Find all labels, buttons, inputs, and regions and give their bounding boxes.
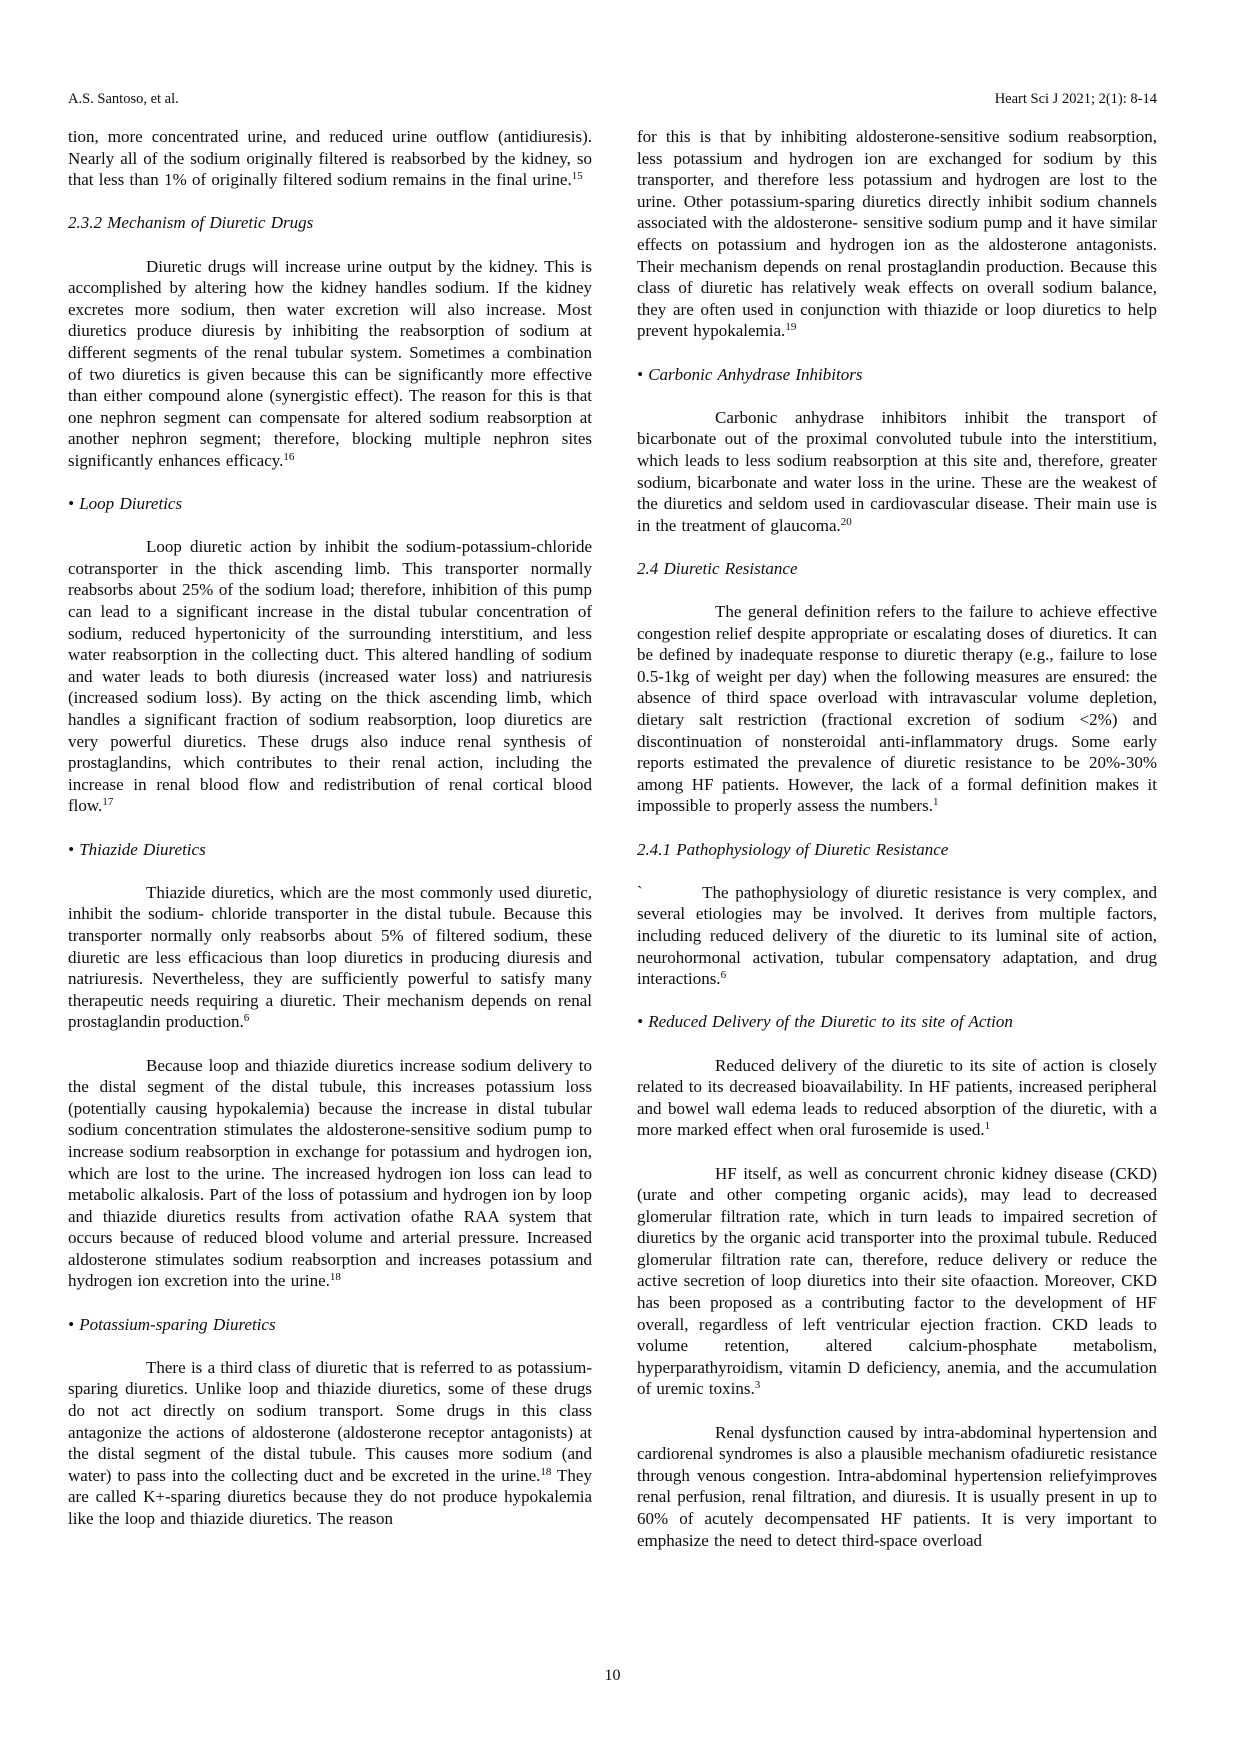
reference-superscript: 6 bbox=[720, 969, 727, 982]
reference-superscript: 16 bbox=[283, 450, 295, 463]
paragraph: for this is that by inhibiting aldosterone-sensitive sodium reabsorption, less potassium and hydrogen ion are exchanged for sodium by this transporter, and therefore less potassium and hydrogen are lost to the urine. Other potassium-sparing diuretics directly inhibit sodium channels associated with the aldosterone- sensitive sodium pump and it have similar effects on potassium and hydrogen ion as the aldosterone antagonists. Their mechanism depends on renal prostaglandin production. Because this class of diuretic has relatively weak effects on overall sodium balance, they are often used in conjunction with thiazide or loop diuretics to help prevent hypokalemia.$^{19}$ bbox=[637, 127, 1157, 341]
bullet-heading: • Thiazide Diuretics bbox=[68, 839, 206, 859]
section-heading: 2.3.2 Mechanism of Diuretic Drugs bbox=[68, 213, 314, 233]
section-heading: 2.4 Diuretic Resistance bbox=[637, 558, 798, 578]
reference-superscript: 15 bbox=[571, 170, 583, 183]
header-journal-citation: Heart Sci J 2021; 2(1): 8-14 bbox=[994, 91, 1157, 107]
paragraph: tion, more concentrated urine, and reduced urine outflow (antidiuresis). Nearly all of the sodium originally filtered is reabsorbed by the kidney, so that less than 1% of originally filtered sodium remains in the final urine.$^{15}$ bbox=[68, 127, 592, 190]
bullet-heading: • Reduced Delivery of the Diuretic to its site of Action bbox=[637, 1012, 1013, 1032]
left-column bbox=[68, 126, 592, 1551]
reference-superscript: 19 bbox=[785, 321, 797, 334]
reference-superscript: 18 bbox=[329, 1271, 341, 1284]
paragraph: Diuretic drugs will increase urine output by the kidney. This is accomplished by altering how the kidney handles sodium. If the kidney excretes more sodium, then water excretion will also increase. Most diuretics produce diuresis by inhibiting the reabsorption of sodium at different segments of the renal tubular system. Sometimes a combination of two diuretics is given because this can be significantly more effective than either compound alone (synergistic effect). The reason for this is that one nephron segment can compensate for altered sodium reabsorption at another nephron segment; therefore, blocking multiple nephron sites significantly enhances efficacy.$^{16}$ bbox=[68, 256, 592, 470]
paragraph: Because loop and thiazide diuretics increase sodium delivery to the distal segment of the distal tubule, this increases potassium loss (potentially causing hypokalemia) because the increase in distal tubular sodium concentration stimulates the aldosterone-sensitive sodium pump to increase sodium reabsorption in exchange for potassium and hydrogen ion, which are lost to the urine. The increased hydrogen ion loss can lead to metabolic alkalosis. Part of the loss of potassium and hydrogen ion by loop and thiazide diuretics results from activation ofathe RAA system that occurs because of reduced blood volume and arterial pressure. Increased aldosterone stimulates sodium reabsorption and increases potassium and hydrogen ion excretion into the urine.$^{18}$ bbox=[68, 1055, 592, 1291]
paragraph: Carbonic anhydrase inhibitors inhibit the transport of bicarbonate out of the proximal convoluted tubule into the interstitium, which leads to less sodium reabsorption at this site and, therefore, greater sodium, bicarbonate and water loss in the urine. These are the weakest of the diuretics and seldom used in cardiovascular disease. Their main use is in the treatment of glaucoma.$^{20}$ bbox=[637, 407, 1157, 535]
bullet-heading: • Carbonic Anhydrase Inhibitors bbox=[637, 364, 863, 384]
reference-superscript: 18 bbox=[540, 1465, 552, 1478]
reference-superscript: 1 bbox=[932, 796, 939, 809]
paragraph: Reduced delivery of the diuretic to its site of action is closely related to its decreased bioavailability. In HF patients, increased peripheral and bowel wall edema leads to reduced absorption of the diuretic, with a more marked effect when oral furosemide is used.$^1$ bbox=[637, 1055, 1157, 1140]
reference-superscript: 17 bbox=[102, 796, 114, 809]
header-author-citation: A.S. Santoso, et al. bbox=[68, 91, 179, 107]
paragraph: Loop diuretic action by inhibit the sodium-potassium-chloride cotransporter in the thick ascending limb. This transporter normally reabsorbs about 25% of the sodium load; therefore, inhibition of this pump can lead to a significant increase in the distal tubular concentration of sodium, reduced hypertonicity of the surrounding interstitium, and less water reabsorption in the collecting duct. This altered handling of sodium and water leads to both diuresis (increased water loss) and natriuresis (increased sodium loss). By acting on the thick ascending limb, which handles a significant fraction of sodium reabsorption, loop diuretics are very powerful diuretics. These drugs also induce renal synthesis of prostaglandins, which contributes to their renal action, including the increase in renal blood flow and redistribution of renal cortical blood flow.$^{17}$ bbox=[68, 537, 592, 816]
paragraph: Renal dysfunction caused by intra-abdominal hypertension and cardiorenal syndromes is also a plausible mechanism ofadiuretic resistance through venous congestion. Intra-abdominal hypertension reliefyimproves renal perfusion, renal filtration, and diuresis. It is usually present in up to 60% of acutely decompensated HF patients. It is very important to emphasize the need to detect third-space overload bbox=[637, 1422, 1157, 1550]
paragraph: ` The pathophysiology of diuretic resistance is very complex, and several etiologies may be involved. It derives from multiple factors, including reduced delivery of the diuretic to its luminal site of action, neurohormonal activation, tubular compensatory adaptation, and drug interactions.$^6$ bbox=[637, 882, 1157, 989]
paragraph: Thiazide diuretics, which are the most commonly used diuretic, inhibit the sodium- chloride transporter in the distal tubule. Because this transporter normally only reabsorbs about 5% of filtered sodium, these diuretic are less efficacious than loop diuretics in producing diuresis and natriuresis. Nevertheless, they are sufficiently powerful to satisfy many therapeutic needs requiring a diuretic. Their mechanism depends on renal prostaglandin production.$^6$ bbox=[68, 882, 592, 1032]
reference-superscript: 20 bbox=[840, 515, 852, 528]
bullet-heading: • Loop Diuretics bbox=[68, 494, 183, 514]
reference-superscript: 6 bbox=[243, 1012, 250, 1025]
right-column bbox=[637, 126, 1157, 1551]
article-body bbox=[68, 126, 1157, 1551]
reference-superscript: 3 bbox=[754, 1379, 761, 1392]
section-heading: 2.4.1 Pathophysiology of Diuretic Resistance bbox=[637, 839, 949, 859]
page-number: 10 bbox=[604, 1667, 621, 1684]
paragraph: There is a third class of diuretic that is referred to as potassium-sparing diuretics. Unlike loop and thiazide diuretics, some of these drugs do not act directly on sodium transport. Some drugs in this class antagonize the actions of aldosterone (aldosterone receptor antagonists) at the distal segment of the distal tubule. This causes more sodium (and water) to pass into the collecting duct and be excreted in the urine.$^{18}$ They are called K+-sparing diuretics because they do not produce hypokalemia like the loop and thiazide diuretics. The reason bbox=[68, 1357, 592, 1528]
paragraph: The general definition refers to the failure to achieve effective congestion relief despite appropriate or escalating doses of diuretics. It can be defined by inadequate response to diuretic therapy (e.g., failure to lose 0.5-1kg of weight per day) when the following measures are ensured: the absence of third space overload with intravascular volume depletion, dietary salt restriction (fractional excretion of sodium <2%) and discontinuation of nonsteroidal anti-inflammatory drugs. Some early reports estimated the prevalence of diuretic resistance to be 20%-30% among HF patients. However, the lack of a formal definition makes it impossible to properly assess the numbers.$^1$ bbox=[637, 602, 1157, 816]
paragraph: HF itself, as well as concurrent chronic kidney disease (CKD) (urate and other competing organic acids), may lead to decreased glomerular filtration rate, which in turn leads to impaired secretion of diuretics by the organic acid transporter into the proximal tubule. Reduced glomerular filtration rate can, therefore, reduce delivery or reduce the active secretion of loop diuretics into their site ofaaction. Moreover, CKD has been proposed as a contributing factor to the development of HF overall, regardless of left ventricular ejection fraction. CKD leads to volume retention, altered calcium-phosphate metabolism, hyperparathyroidism, vitamin D deficiency, anemia, and the accumulation of uremic toxins.$^3$ bbox=[637, 1163, 1157, 1399]
reference-superscript: 1 bbox=[984, 1120, 991, 1133]
bullet-heading: • Potassium-sparing Diuretics bbox=[68, 1314, 276, 1334]
page-footer bbox=[68, 1667, 1157, 1685]
page-header bbox=[68, 90, 1157, 108]
